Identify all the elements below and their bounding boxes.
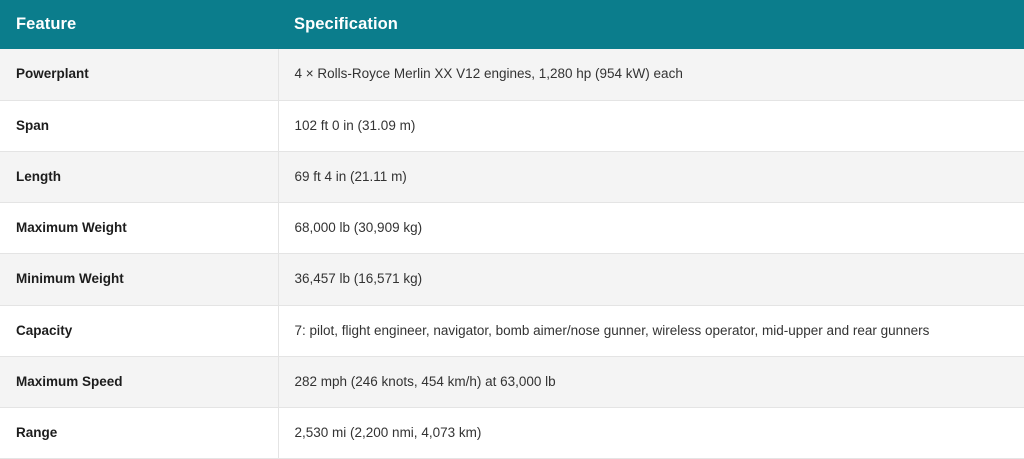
row-feature-label: Maximum Weight	[0, 203, 278, 254]
row-specification-value: 4 × Rolls-Royce Merlin XX V12 engines, 1,280 hp (954 kW) each	[278, 49, 1024, 100]
row-specification-value: 68,000 lb (30,909 kg)	[278, 203, 1024, 254]
column-header-specification: Specification	[278, 0, 1024, 49]
row-specification-value: 36,457 lb (16,571 kg)	[278, 254, 1024, 305]
row-specification-value: 69 ft 4 in (21.11 m)	[278, 151, 1024, 202]
row-feature-label: Length	[0, 151, 278, 202]
table-header	[0, 0, 1024, 49]
row-specification-value: 2,530 mi (2,200 nmi, 4,073 km)	[278, 407, 1024, 458]
row-feature-label: Span	[0, 100, 278, 151]
row-specification-value: 7: pilot, flight engineer, navigator, bomb aimer/nose gunner, wireless operator, mid-upper and rear gunners	[278, 305, 1024, 356]
row-specification-value: 102 ft 0 in (31.09 m)	[278, 100, 1024, 151]
row-feature-label: Powerplant	[0, 49, 278, 100]
row-specification-value: 282 mph (246 knots, 454 km/h) at 63,000 lb	[278, 356, 1024, 407]
column-header-feature: Feature	[0, 0, 278, 49]
row-feature-label: Minimum Weight	[0, 254, 278, 305]
row-feature-label: Capacity	[0, 305, 278, 356]
row-feature-label: Range	[0, 407, 278, 458]
table-header-row	[0, 0, 1024, 49]
table-row	[0, 203, 1024, 254]
table-row	[0, 407, 1024, 458]
table-body	[0, 49, 1024, 458]
table-row	[0, 254, 1024, 305]
table-row	[0, 100, 1024, 151]
table-row	[0, 305, 1024, 356]
table-row	[0, 49, 1024, 100]
table-row	[0, 151, 1024, 202]
row-feature-label: Maximum Speed	[0, 356, 278, 407]
table-row	[0, 356, 1024, 407]
